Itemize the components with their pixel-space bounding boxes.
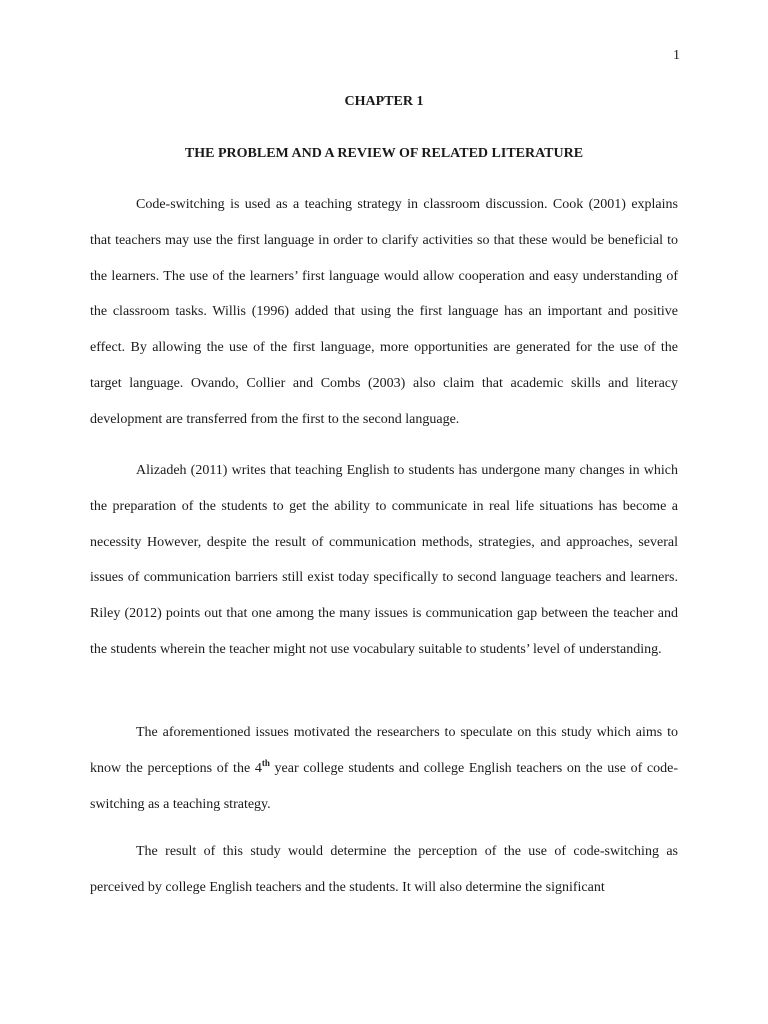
page-number: 1 — [673, 48, 680, 63]
body-paragraph: Code-switching is used as a teaching strategy in classroom discussion. Cook (2001) explains that teachers may use the first language in order to clarify activities so that these would be beneficial to the learners. The use of the learners’ first language would allow cooperation and easy understanding of the classroom tasks. Willis (1996) added that using the first language has an important and positive effect. By allowing the use of the first language, more opportunities are generated for the use of the target language. Ovando, Collier and Combs (2003) also claim that academic skills and literacy development are transferred from the first to the second language. — [90, 197, 678, 427]
paragraph-text: year college students and college English teachers on the use of code-switching as a teaching strategy. — [90, 760, 679, 812]
chapter-heading: CHAPTER 1 — [344, 94, 424, 109]
ordinal-superscript: th — [261, 757, 270, 768]
body-paragraph — [90, 715, 678, 822]
paragraph-text: The aforementioned issues motivated the researchers to speculate on this study which aims to know the perceptions of the 4 — [90, 725, 678, 776]
body-paragraph: Alizadeh (2011) writes that teaching English to students has undergone many changes in which the preparation of the students to get the ability to communicate in real life situations has become a necessity However, despite the result of communication methods, strategies, and approaches, several issues of communication barriers still exist today specifically to second language teachers and learners. Riley (2012) points out that one among the many issues is communication gap between the teacher and the students wherein the teacher might not use vocabulary suitable to students’ level of understanding. — [90, 463, 678, 657]
body-paragraph: The result of this study would determine the perception of the use of code-switching as perceived by college English teachers and the students. It will also determine the significant — [90, 844, 678, 895]
section-heading: THE PROBLEM AND A REVIEW OF RELATED LITERATURE — [184, 146, 584, 161]
